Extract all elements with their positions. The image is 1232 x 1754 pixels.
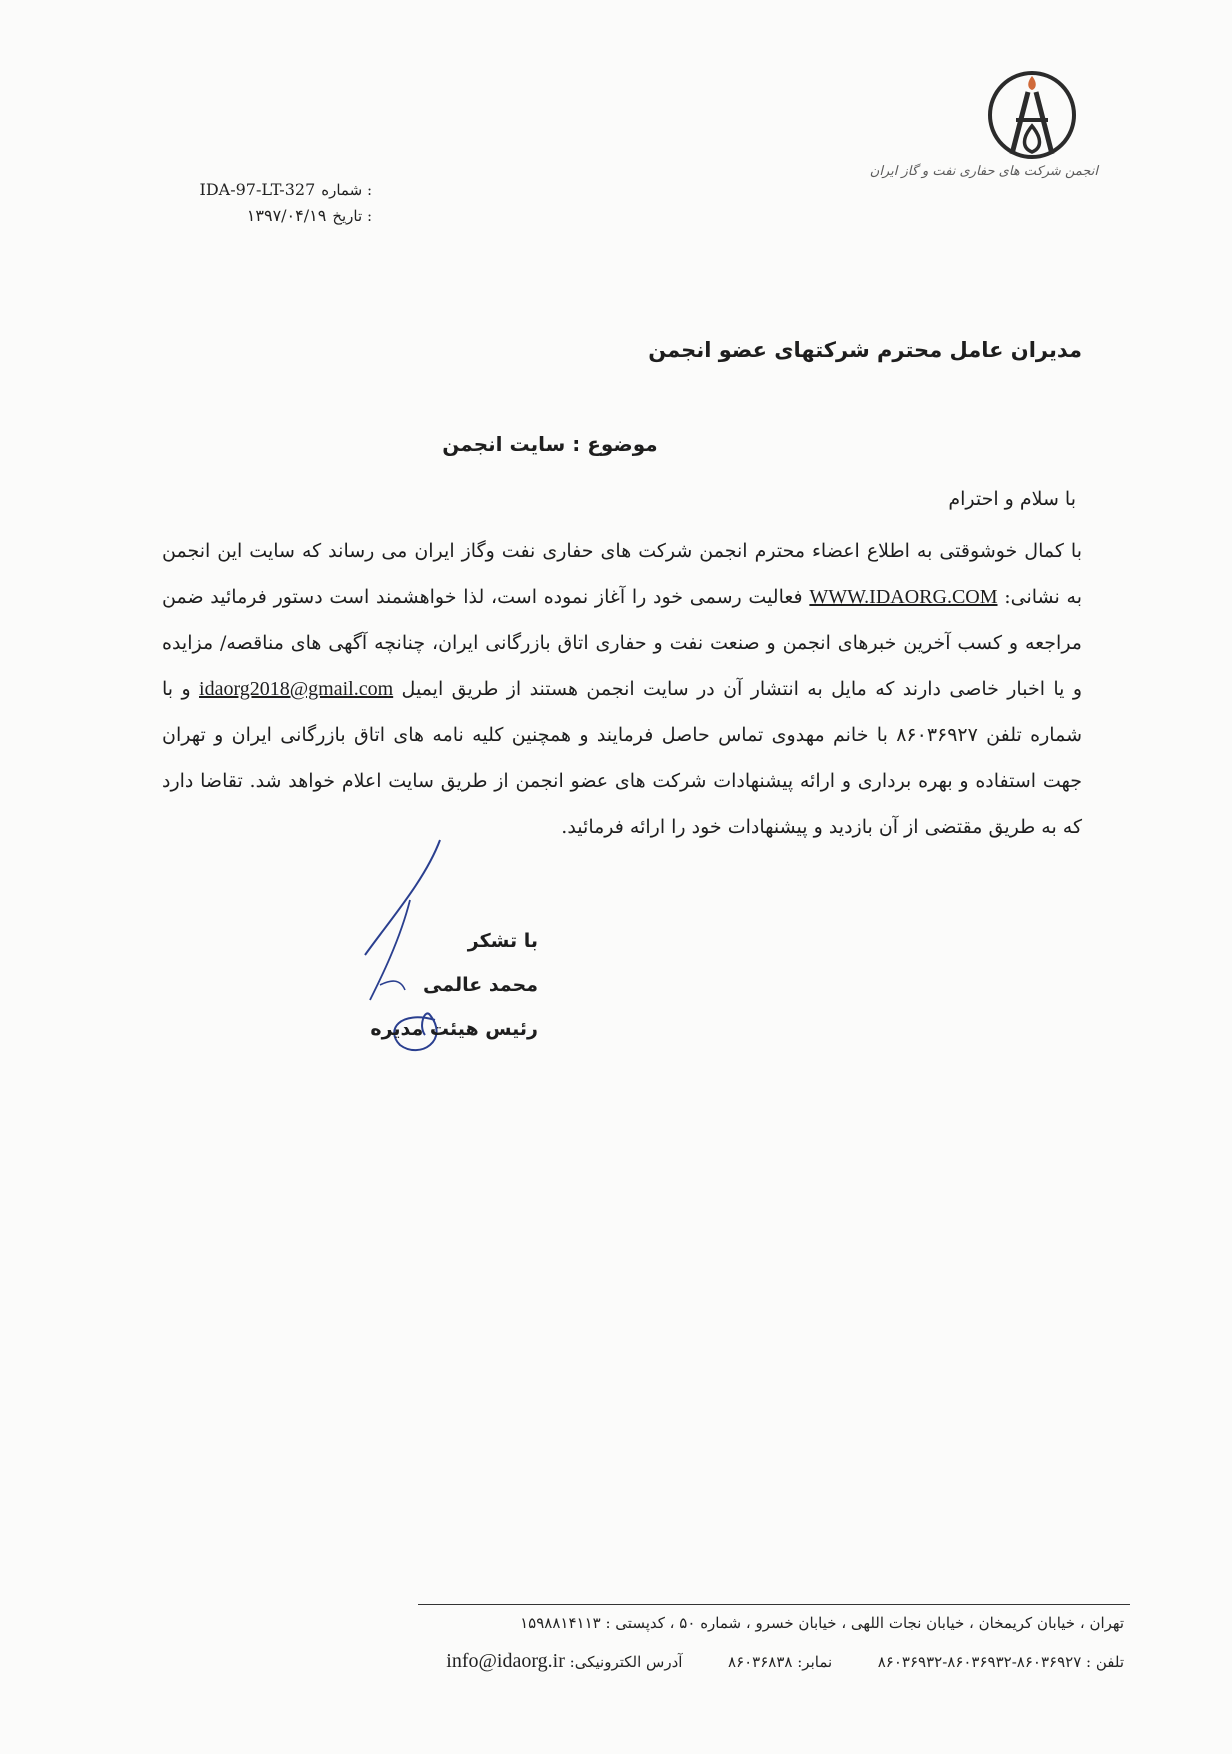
- footer-fax: ۸۶۰۳۶۸۳۸: [728, 1653, 793, 1671]
- reference-number: IDA-97-LT-327: [199, 180, 316, 199]
- subject-line: موضوع : سایت انجمن: [442, 432, 658, 456]
- email-link[interactable]: idaorg2018@gmail.com: [199, 678, 394, 700]
- org-name: انجمن شرکت های حفاری نفت و گاز ایران: [869, 164, 1098, 179]
- letterhead-logo: [869, 68, 1098, 198]
- footer-divider: [418, 1604, 1130, 1605]
- body-paragraph: [162, 528, 1082, 850]
- greeting: با سلام و احترام: [948, 488, 1076, 510]
- reference-block: [172, 180, 372, 232]
- body-text-part-2: فعالیت رسمی خود را آغاز نموده است، لذا خواهشمند است دستور فرمائید ضمن مراجعه و کسب آخرین خبرهای انجمن و صنعت نفت و حفاری اتاق بازرگانی ایران، چنانچه آگهی های مناقصه/ مزایده و یا اخبار خاصی دارند که مایل به انتشار آن در سایت انجمن هستند از طریق ایمیل: [162, 586, 1082, 700]
- body-text-part-3: و با شماره تلفن ۸۶۰۳۶۹۲۷ با خانم مهدوی تماس حاصل فرمایند و همچنین کلیه نامه های اتاق بازرگانی ایران و تهران جهت استفاده و بهره برداری و ارائه پیشنهادات شرکت های عضو انجمن از طریق سایت اعلام خواهد شد. تقاضا دارد که به طریق مقتضی از آن بازدید و پیشنهادات خود را ارائه فرمائید.: [162, 678, 1082, 838]
- reference-number-label: شماره :: [321, 181, 372, 199]
- footer-phone-label: تلفن :: [1086, 1653, 1124, 1671]
- reference-date: ۱۳۹۷/۰۴/۱۹: [246, 206, 327, 225]
- footer-address-row: [404, 1614, 1124, 1632]
- footer-contact-row: [404, 1650, 1124, 1673]
- footer-fax-label: نمابر:: [797, 1653, 833, 1671]
- reference-number-row: [172, 180, 372, 206]
- addressee: مدیران عامل محترم شرکتهای عضو انجمن: [648, 338, 1082, 362]
- body-text-part-1: با کمال خوشوقتی به اطلاع اعضاء محترم انجمن شرکت های حفاری نفت وگاز ایران می رساند که سایت این انجمن به نشانی:: [162, 540, 1083, 608]
- footer-postal-code: ۱۵۹۸۸۱۴۱۱۳: [520, 1614, 601, 1632]
- reference-date-label: تاریخ :: [332, 207, 372, 225]
- website-link[interactable]: WWW.IDAORG.COM: [809, 586, 998, 608]
- footer-email[interactable]: info@idaorg.ir: [446, 1650, 565, 1672]
- footer-phones: ۸۶۰۳۶۹۲۷-۸۶۰۳۶۹۳۲-۸۶۰۳۶۹۳۲: [877, 1653, 1082, 1671]
- footer-address: تهران ، خیابان کریمخان ، خیابان نجات اللهی ، خیابان خسرو ، شماره ۵۰ ، کدپستی :: [605, 1614, 1124, 1632]
- signature-closing: با تشکر: [467, 930, 538, 952]
- reference-date-row: [172, 206, 372, 232]
- signatory-title: رئیس هیئت مدیره: [370, 1018, 538, 1040]
- signatory-name: محمد عالمی: [423, 974, 538, 996]
- footer-email-label: آدرس الکترونیکی:: [569, 1653, 683, 1671]
- ida-logo-icon: [982, 68, 1082, 168]
- signature-block: [330, 930, 590, 1090]
